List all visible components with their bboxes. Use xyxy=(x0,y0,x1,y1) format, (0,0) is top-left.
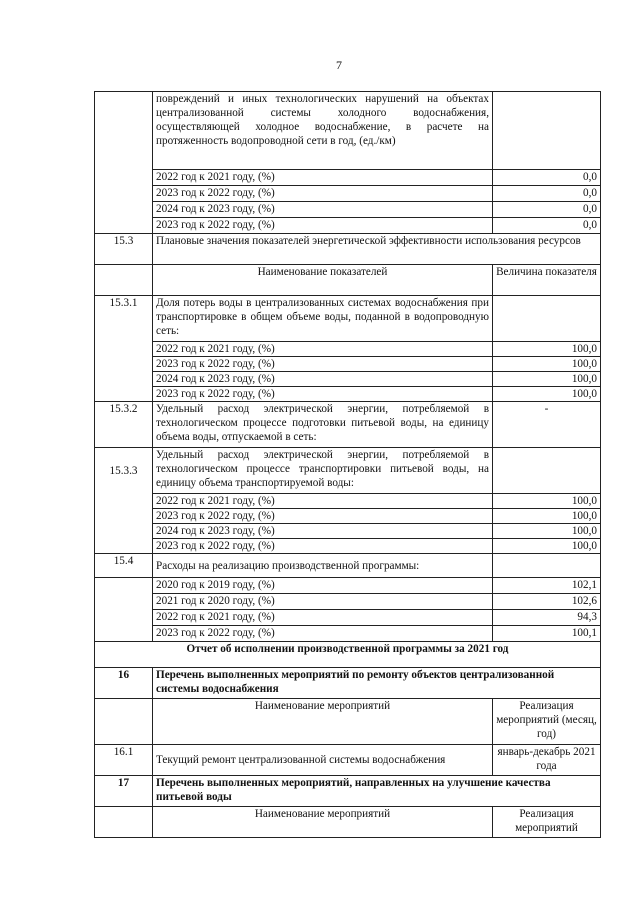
row-text: Доля потерь воды в централизованных системах водоснабжения при транспортировке в общем объеме воды, поданной в водопроводную сеть: xyxy=(153,296,493,342)
report-title: Отчет об исполнении производственной программы за 2021 год xyxy=(95,642,601,668)
row-value: - xyxy=(493,402,601,448)
row-value: 0,0 xyxy=(493,170,601,186)
table-row xyxy=(95,578,601,594)
production-program-table xyxy=(94,91,601,838)
column-header-value: Реализация мероприятий xyxy=(493,807,601,838)
column-header-value: Реализация мероприятий (месяц, год) xyxy=(493,699,601,745)
table-row xyxy=(95,357,601,372)
table-row xyxy=(95,218,601,234)
number-cell-empty xyxy=(95,265,153,296)
row-label: 2022 год к 2021 году, (%) xyxy=(153,494,493,509)
row-value: 0,0 xyxy=(493,218,601,234)
report-title-row xyxy=(95,642,601,668)
row-value: 100,0 xyxy=(493,509,601,524)
section-number: 15.3.3 xyxy=(95,448,153,554)
column-header-row xyxy=(95,699,601,745)
table-row xyxy=(95,387,601,402)
table-row xyxy=(95,448,601,494)
table-row xyxy=(95,594,601,610)
table-row xyxy=(95,524,601,539)
row-text: Удельный расход электрической энергии, потребляемой в технологическом процессе транспортировки питьевой воды, на единицу объема транспортируемой воды: xyxy=(153,448,493,494)
row-value: 102,6 xyxy=(493,594,601,610)
section-title: Перечень выполненных мероприятий по ремонту объектов централизованной системы водоснабжения xyxy=(153,668,601,699)
table-row xyxy=(95,494,601,509)
table-row xyxy=(95,539,601,554)
column-header-name: Наименование мероприятий xyxy=(153,807,493,838)
row-label: 2022 год к 2021 году, (%) xyxy=(153,170,493,186)
column-header-row xyxy=(95,807,601,838)
row-label: 2024 год к 2023 году, (%) xyxy=(153,372,493,387)
row-text: повреждений и иных технологических нарушений на объектах централизованной системы холодного водоснабжения, осуществляющей холодное водоснабжение, в расчете на протяженность водопроводной сети в год, (ед./км) xyxy=(153,92,493,170)
row-label: 2022 год к 2021 году, (%) xyxy=(153,610,493,626)
row-text: Удельный расход электрической энергии, потребляемой в технологическом процессе подготовки питьевой воды, на единицу объема воды, отпускаемой в сеть: xyxy=(153,402,493,448)
table-row xyxy=(95,202,601,218)
row-value: 100,0 xyxy=(493,494,601,509)
row-value: 94,3 xyxy=(493,610,601,626)
table-row xyxy=(95,554,601,578)
value-cell-empty xyxy=(493,92,601,170)
row-value: январь-декабрь 2021 года xyxy=(493,745,601,776)
section-title: Перечень выполненных мероприятий, направленных на улучшение качества питьевой воды xyxy=(153,776,601,807)
row-value: 100,0 xyxy=(493,372,601,387)
row-value: 0,0 xyxy=(493,186,601,202)
row-label: 2023 год к 2022 году, (%) xyxy=(153,539,493,554)
table-row xyxy=(95,92,601,170)
row-label: 2022 год к 2021 году, (%) xyxy=(153,342,493,357)
section-title: Плановые значения показателей энергетической эффективности использования ресурсов xyxy=(153,234,601,265)
table-row xyxy=(95,402,601,448)
row-label: 2023 год к 2022 году, (%) xyxy=(153,387,493,402)
table-row xyxy=(95,342,601,357)
section-row xyxy=(95,668,601,699)
section-row xyxy=(95,776,601,807)
row-label: 2020 год к 2019 году, (%) xyxy=(153,578,493,594)
section-number: 17 xyxy=(95,776,153,807)
number-cell-empty xyxy=(95,699,153,745)
column-header-name: Наименование показателей xyxy=(153,265,493,296)
row-value: 100,0 xyxy=(493,342,601,357)
section-number: 16 xyxy=(95,668,153,699)
section-number: 16.1 xyxy=(95,745,153,776)
table-row xyxy=(95,170,601,186)
row-label: 2021 год к 2020 году, (%) xyxy=(153,594,493,610)
row-label: 2023 год к 2022 году, (%) xyxy=(153,218,493,234)
row-label: 2023 год к 2022 году, (%) xyxy=(153,509,493,524)
section-number: 15.4 xyxy=(95,554,153,578)
row-text: Текущий ремонт централизованной системы водоснабжения xyxy=(153,745,493,776)
number-cell-empty xyxy=(95,578,153,642)
row-label: 2023 год к 2022 году, (%) xyxy=(153,186,493,202)
number-cell-empty xyxy=(95,92,153,234)
table-row xyxy=(95,626,601,642)
column-header-value: Величина показателя xyxy=(493,265,601,296)
table-row xyxy=(95,509,601,524)
section-number: 15.3.1 xyxy=(95,296,153,402)
row-value: 100,1 xyxy=(493,626,601,642)
row-label: 2023 год к 2022 году, (%) xyxy=(153,357,493,372)
column-header-name: Наименование мероприятий xyxy=(153,699,493,745)
row-value: 100,0 xyxy=(493,524,601,539)
number-cell-empty xyxy=(95,807,153,838)
table-row xyxy=(95,610,601,626)
value-cell-empty xyxy=(493,554,601,578)
section-row xyxy=(95,234,601,265)
row-text: Расходы на реализацию производственной программы: xyxy=(153,554,493,578)
table-row xyxy=(95,186,601,202)
page-number: 7 xyxy=(336,58,342,72)
section-number: 15.3.2 xyxy=(95,402,153,448)
row-label: 2024 год к 2023 году, (%) xyxy=(153,524,493,539)
row-value: 100,0 xyxy=(493,539,601,554)
table-row xyxy=(95,372,601,387)
table-row xyxy=(95,296,601,342)
row-value: 100,0 xyxy=(493,387,601,402)
section-number: 15.3 xyxy=(95,234,153,265)
row-label: 2024 год к 2023 году, (%) xyxy=(153,202,493,218)
value-cell-empty xyxy=(493,448,601,494)
column-header-row xyxy=(95,265,601,296)
row-value: 102,1 xyxy=(493,578,601,594)
row-value: 0,0 xyxy=(493,202,601,218)
table-row xyxy=(95,745,601,776)
value-cell-empty xyxy=(493,296,601,342)
row-value: 100,0 xyxy=(493,357,601,372)
row-label: 2023 год к 2022 году, (%) xyxy=(153,626,493,642)
